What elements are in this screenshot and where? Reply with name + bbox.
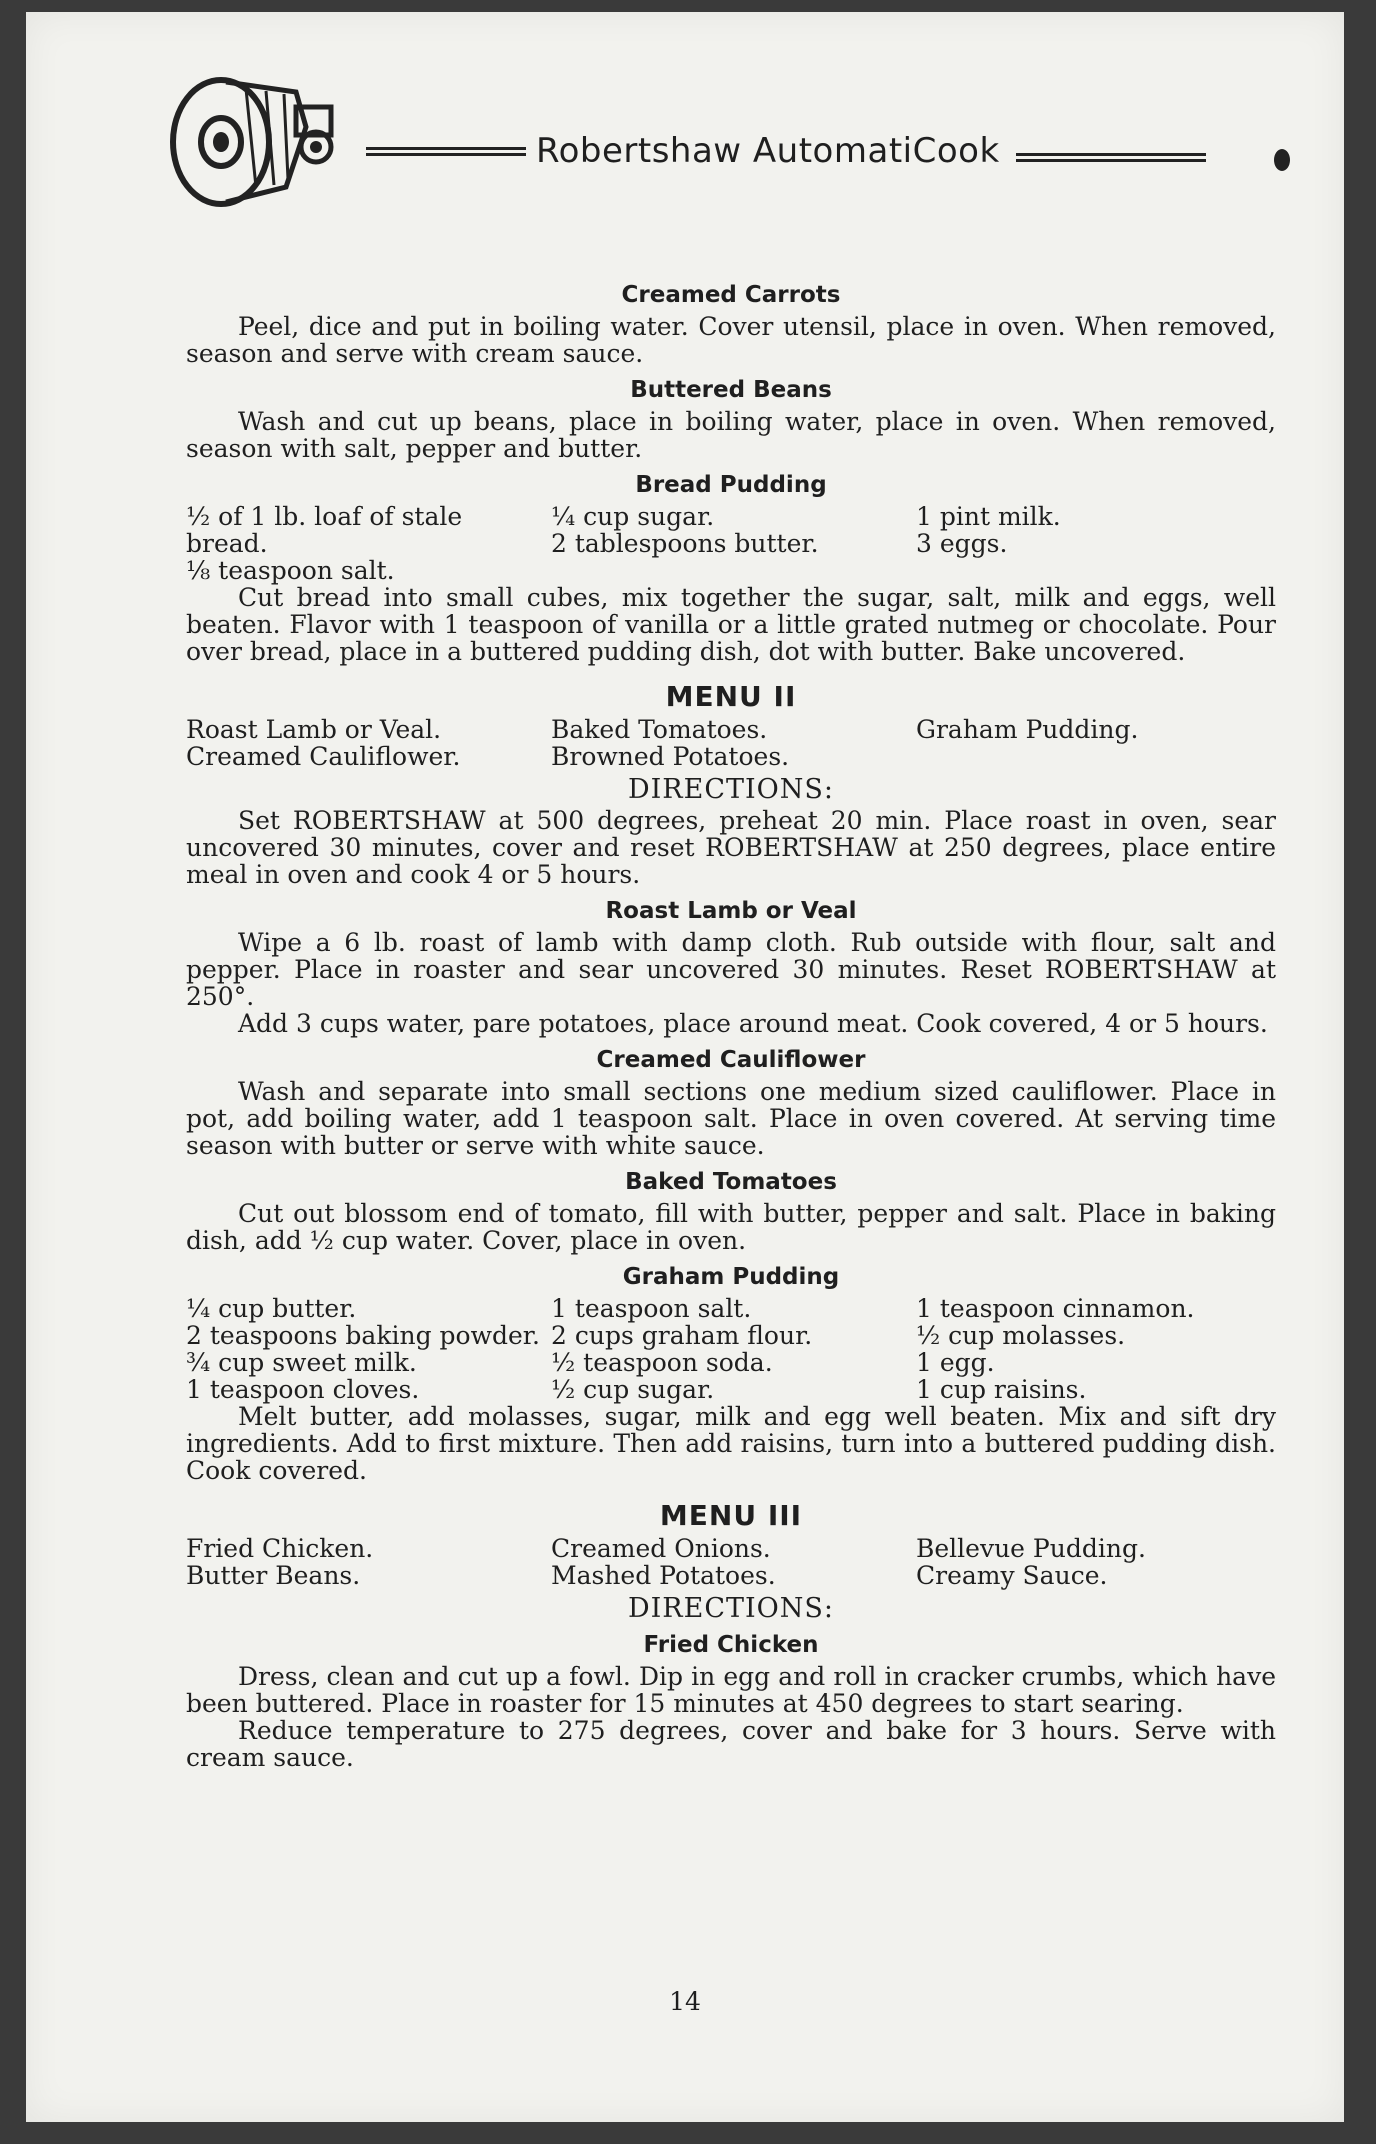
menu-title-2: MENU II (665, 680, 797, 713)
recipe-title-creamed-carrots: Creamed Carrots (621, 282, 841, 308)
header-rule-left (366, 147, 526, 156)
recipe-text-fried-chicken-1: Dress, clean and cut up a fowl. Dip in egg and roll in cracker crumbs, which have been buttered. Place in roaster for 15 minutes at 450 degrees to start searing. (186, 1662, 1276, 1718)
menu-column: Bellevue Pudding. Creamy Sauce. (916, 1534, 1146, 1590)
page (26, 12, 1344, 2122)
header-dot (1274, 149, 1290, 171)
page-header (166, 67, 1306, 227)
recipe-title-buttered-beans: Buttered Beans (630, 377, 832, 403)
ingredients-graham-pudding (186, 1295, 1276, 1403)
menu-items-2 (186, 716, 1276, 770)
thermostat-dial-icon (166, 67, 356, 217)
ingredient-column: ¼ cup sugar. 2 tablespoons butter. (551, 502, 819, 558)
recipe-title-creamed-cauliflower: Creamed Cauliflower (596, 1047, 866, 1073)
ingredient-column: ¼ cup butter. 2 teaspoons baking powder. ¾ cup sweet milk. 1 teaspoon cloves. (186, 1294, 540, 1404)
recipe-text-roast-lamb-1: Wipe a 6 lb. roast of lamb with damp cloth. Rub outside with flour, salt and pepper. Place in roaster and sear uncovered 30 minutes. Reset ROBERTSHAW at 250°. (186, 928, 1276, 1011)
recipe-title-fried-chicken: Fried Chicken (643, 1632, 819, 1658)
directions-label: DIRECTIONS: (627, 774, 835, 805)
recipe-title-baked-tomatoes: Baked Tomatoes (625, 1169, 837, 1195)
menu-column: Fried Chicken. Butter Beans. (186, 1534, 374, 1590)
menu-title-3: MENU III (659, 1499, 803, 1532)
menu-column: Roast Lamb or Veal. Creamed Cauliflower. (186, 715, 461, 771)
recipe-text-roast-lamb-2: Add 3 cups water, pare potatoes, place around meat. Cook covered, 4 or 5 hours. (238, 1009, 1268, 1038)
menu-column: Baked Tomatoes. Browned Potatoes. (551, 715, 790, 771)
recipe-text-buttered-beans: Wash and cut up beans, place in boiling water, place in oven. When removed, season with salt, pepper and butter. (186, 407, 1276, 463)
recipe-title-bread-pudding: Bread Pudding (635, 472, 827, 498)
recipe-text-baked-tomatoes: Cut out blossom end of tomato, fill with butter, pepper and salt. Place in baking dish, add ½ cup water. Cover, place in oven. (186, 1199, 1276, 1255)
recipe-title-roast-lamb: Roast Lamb or Veal (605, 898, 857, 924)
directions-text-menu-2: Set ROBERTSHAW at 500 degrees, preheat 20 min. Place roast in oven, sear uncovered 30 minutes, cover and reset ROBERTSHAW at 250 degrees, place entire meal in oven and cook 4 or 5 hours. (186, 806, 1276, 889)
recipe-text-fried-chicken-2: Reduce temperature to 275 degrees, cover and bake for 3 hours. Serve with cream sauce. (186, 1716, 1276, 1772)
recipe-text-creamed-cauliflower: Wash and separate into small sections one medium sized cauliflower. Place in pot, add boiling water, add 1 teaspoon salt. Place in oven covered. At serving time season with butter or serve with white sauce. (186, 1077, 1276, 1160)
ingredients-bread-pudding (186, 503, 1276, 584)
recipe-title-graham-pudding: Graham Pudding (622, 1264, 840, 1290)
menu-items-3 (186, 1535, 1276, 1589)
page-number: 14 (669, 1987, 701, 2016)
recipe-text-graham-pudding: Melt butter, add molasses, sugar, milk and egg well beaten. Mix and sift dry ingredients. Add to first mixture. Then add raisins, turn into a buttered pudding dish. Cook covered. (186, 1402, 1276, 1485)
brand-title: Robertshaw AutomatiCook (536, 131, 1000, 171)
ingredient-column: 1 teaspoon salt. 2 cups graham flour. ½ teaspoon soda. ½ cup sugar. (551, 1294, 813, 1404)
recipe-content (186, 272, 1276, 1771)
ingredient-column: 1 teaspoon cinnamon. ½ cup molasses. 1 egg. 1 cup raisins. (916, 1294, 1195, 1404)
ingredient-column: 1 pint milk. 3 eggs. (916, 502, 1061, 558)
directions-label: DIRECTIONS: (627, 1593, 835, 1624)
header-rule-right (1016, 153, 1206, 162)
menu-column: Graham Pudding. (916, 715, 1139, 744)
recipe-text-creamed-carrots: Peel, dice and put in boiling water. Cover utensil, place in oven. When removed, season and serve with cream sauce. (186, 312, 1276, 368)
recipe-text-bread-pudding: Cut bread into small cubes, mix together the sugar, salt, milk and eggs, well beaten. Flavor with 1 teaspoon of vanilla or a little grated nutmeg or chocolate. Pour over bread, place in a buttered pudding dish, dot with butter. Bake uncovered. (186, 583, 1276, 666)
menu-column: Creamed Onions. Mashed Potatoes. (551, 1534, 776, 1590)
ingredient-column: ½ of 1 lb. loaf of stale bread. ⅛ teaspoon salt. (186, 502, 463, 585)
